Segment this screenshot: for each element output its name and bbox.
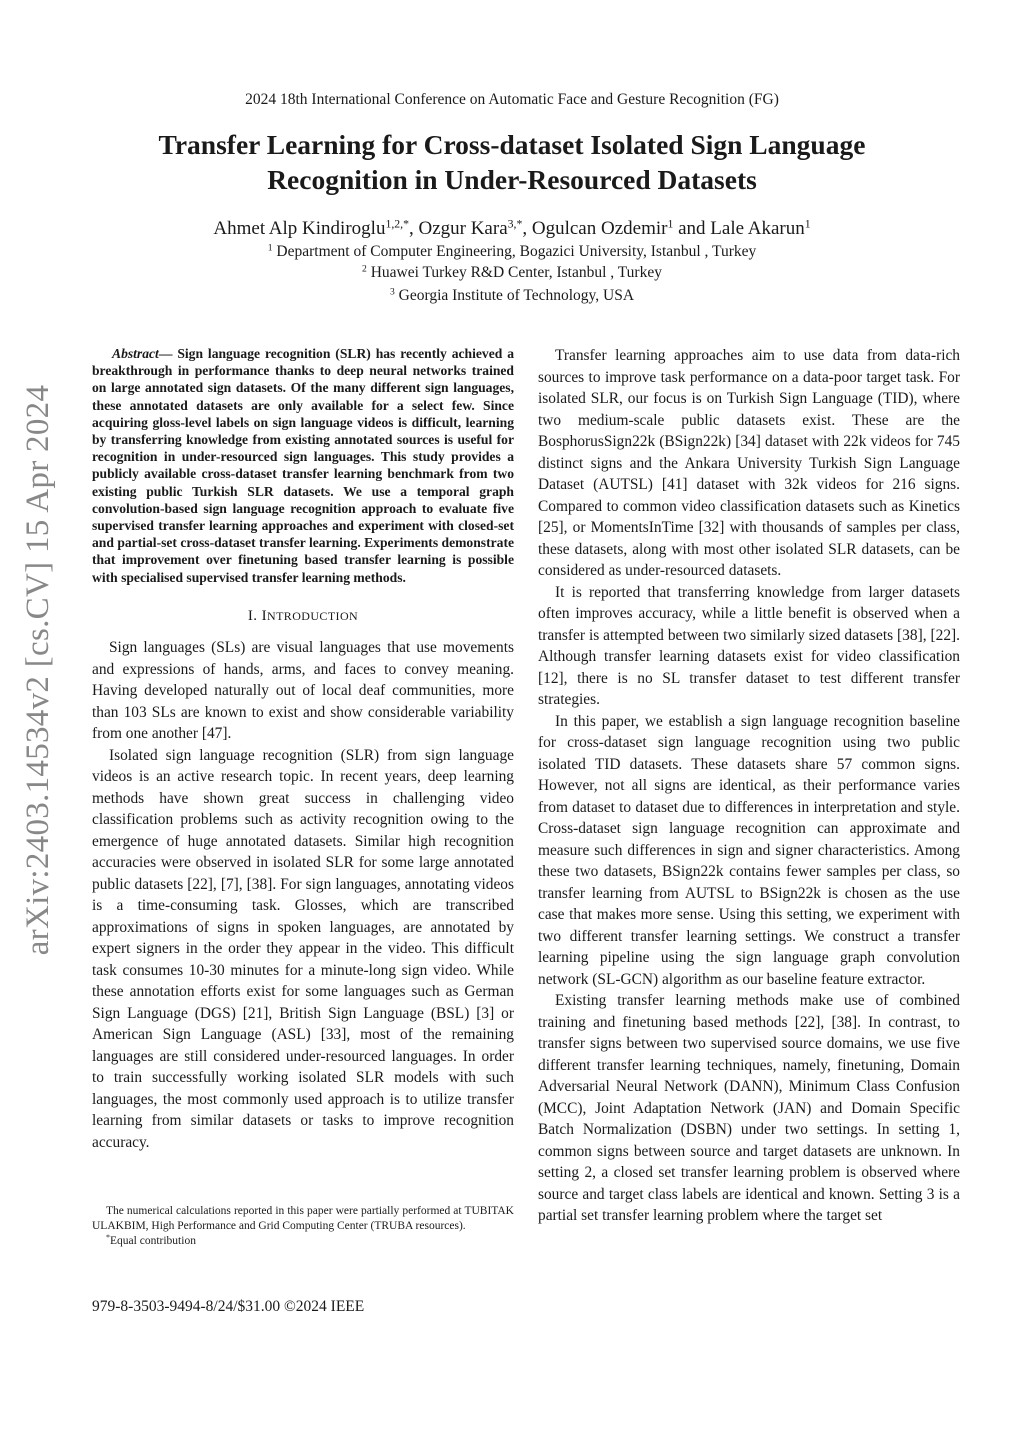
affiliation <box>0 243 1024 261</box>
paragraph: Existing transfer learning methods make use of combined training and finetuning based methods [22], [38]. In contrast, to transfer signs between two supervised source domains, we use five different transfer learning techniques, namely, finetuning, Domain Adversarial Neural Network (DANN), Minimum Class Confusion (MCC), Joint Adaptation Network (JAN) and Domain Specific Batch Normalization (DSBN) under two settings. In setting 1, common signs between source and target datasets are unknown. In setting 2, a closed set transfer learning problem is observed where source and target class labels are identical and known. Setting 3 is a partial set transfer learning problem where the target set <box>538 992 960 1224</box>
paragraph: Isolated sign language recognition (SLR) from sign language videos is an active research topic. In recent years, deep learning methods have shown great success in challenging video classification problems such as activity recognition owing to the emergence of huge annotated datasets. Similar high recognition accuracies were observed in isolated SLR for some large annotated public datasets [22], [7], [38]. For sign languages, annotating videos is a time-consuming task. Glosses, which are transcribed approximations of signs in spoken languages, are annotated by expert signers in the order they appear in the video. This difficult task consumes 10-30 minutes for a minute-long sign video. While these annotation efforts exist for some languages such as German Sign Language (DGS) [21], British Sign Language (BSL) [3] or American Sign Language (ASL) [33], most of the remaining languages are still considered under-resourced languages. In order to train successfully working isolated SLR models with such languages, the most commonly used approach is to utilize transfer learning from similar datasets or tasks to improve recognition accuracy. <box>92 746 514 1151</box>
footnote-mark: * <box>106 1232 111 1242</box>
conference-header: 2024 18th International Conference on Automatic Face and Gesture Recognition (FG) <box>245 91 779 108</box>
paragraph: Transfer learning approaches aim to use data from data-rich sources to improve task performance on a data-poor target task. For isolated SLR, our focus is on Turkish Sign Language (TID), where two medium-scale public datasets exist. These are the BosphorusSign22k (BSign22k) [34] dataset with 22k videos for 745 distinct signs and the Ankara University Turkish Sign Language Dataset (AUTSL) [41] dataset with 32k videos for 216 signs. Compared to common video classification datasets such as Kinetics [25], or MomentsInTime [32] with thousands of samples per class, these datasets, along with most other isolated SLR datasets, can be considered as under-resourced datasets. <box>538 347 960 579</box>
right-column <box>538 345 960 1227</box>
affiliation-text: Huawei Turkey R&D Center, Istanbul , Turkey <box>370 264 662 281</box>
author-name: Ahmet Alp Kindiroglu <box>213 218 386 239</box>
author-separator: and <box>673 218 711 239</box>
section-number: I. <box>247 607 258 624</box>
abstract <box>92 345 514 586</box>
author-affiliation-mark: 1 <box>804 217 811 231</box>
affiliation-text: Georgia Institute of Technology, USA <box>398 287 635 304</box>
section-title-smallcaps: NTRODUCTION <box>267 608 359 623</box>
footnote-text: Equal contribution <box>110 1235 196 1247</box>
copyright-line: 979-8-3503-9494-8/24/$31.00 ©2024 IEEE <box>92 1298 365 1315</box>
affiliation-mark: 2 <box>362 263 367 275</box>
author-affiliation-mark: 1 <box>667 217 674 231</box>
author-affiliation-mark: 1,2,* <box>385 217 409 231</box>
affiliation <box>0 287 1024 305</box>
author-list <box>0 218 1024 240</box>
author-separator: , <box>522 218 532 239</box>
abstract-label: Abstract <box>112 346 159 361</box>
author-name: Ozgur Kara <box>418 218 508 239</box>
author-name: Lale Akarun <box>710 218 805 239</box>
footnotes <box>92 1204 514 1249</box>
abstract-text: — Sign language recognition (SLR) has recently achieved a breakthrough in performance thanks to deep neural networks trained on large annotated sign datasets. Of the many different sign languages, these annotated datasets are only available for a select few. Since acquiring gloss-level labels on sign language videos is difficult, learning by transferring knowledge from existing annotated sources is useful for recognition in under-resourced sign languages. This study provides a publicly available cross-dataset transfer learning benchmark from two existing public Turkish SLR datasets. We use a temporal graph convolution-based sign language recognition approach to evaluate five supervised transfer learning approaches and experiment with closed-set and partial-set cross-dataset transfer learning. Experiments demonstrate that improvement over finetuning based transfer learning is possible with specialised supervised transfer learning methods. <box>92 346 514 585</box>
left-column <box>92 345 514 1153</box>
paragraph: Sign languages (SLs) are visual languages that use movements and expressions of hands, arms, and faces to convey meaning. Having developed naturally out of local deaf communities, more than 103 SLs are known to exist and show considerable variability from one another [47]. <box>92 639 514 743</box>
footnote <box>92 1234 514 1249</box>
title-line-1: Transfer Learning for Cross-dataset Isolated Sign Language <box>158 129 866 160</box>
arxiv-watermark: arXiv:2403.14534v2 [cs.CV] 15 Apr 2024 <box>20 384 56 956</box>
affiliation-text: Department of Computer Engineering, Bogazici University, Istanbul , Turkey <box>276 243 757 260</box>
title-line-2: Recognition in Under-Resourced Datasets <box>267 164 757 195</box>
affiliation-mark: 3 <box>389 286 395 298</box>
affiliation-mark: 1 <box>267 242 273 254</box>
paragraph: It is reported that transferring knowledge from larger datasets often improves accuracy, while a little benefit is observed when a transfer is attempted between two similarly sized datasets [38], [22]. Although transfer learning datasets exist for video classification [12], there is no SL transfer dataset to test different transfer strategies. <box>538 583 960 708</box>
footnote: The numerical calculations reported in this paper were partially performed at TUBITAK ULAKBIM, High Performance and Grid Computing Center (TRUBA resources). <box>92 1205 514 1232</box>
affiliation <box>0 264 1024 282</box>
author-affiliation-mark: 3,* <box>507 217 523 231</box>
paper-title <box>120 127 904 197</box>
section-heading <box>92 606 514 628</box>
section-initial: I <box>261 607 268 624</box>
paragraph: In this paper, we establish a sign language recognition baseline for cross-dataset sign language recognition using two public isolated TID datasets. These datasets share 57 common signs. However, not all signs are identical, as their performance varies from dataset to dataset due to differences in interpretation and style. Cross-dataset sign language recognition can approximate and measure such differences in sign and signer characteristics. Among these two datasets, BSign22k contains fewer samples per class, so transfer learning from AUTSL to BSign22k is chosen as the use case that makes more sense. Using this setting, we experiment with two different transfer learning settings. We construct a transfer learning pipeline using the sign language graph convolution network (SL-GCN) algorithm as our baseline feature extractor. <box>538 712 960 988</box>
author-name: Ogulcan Ozdemir <box>531 218 668 239</box>
author-separator: , <box>408 218 419 239</box>
